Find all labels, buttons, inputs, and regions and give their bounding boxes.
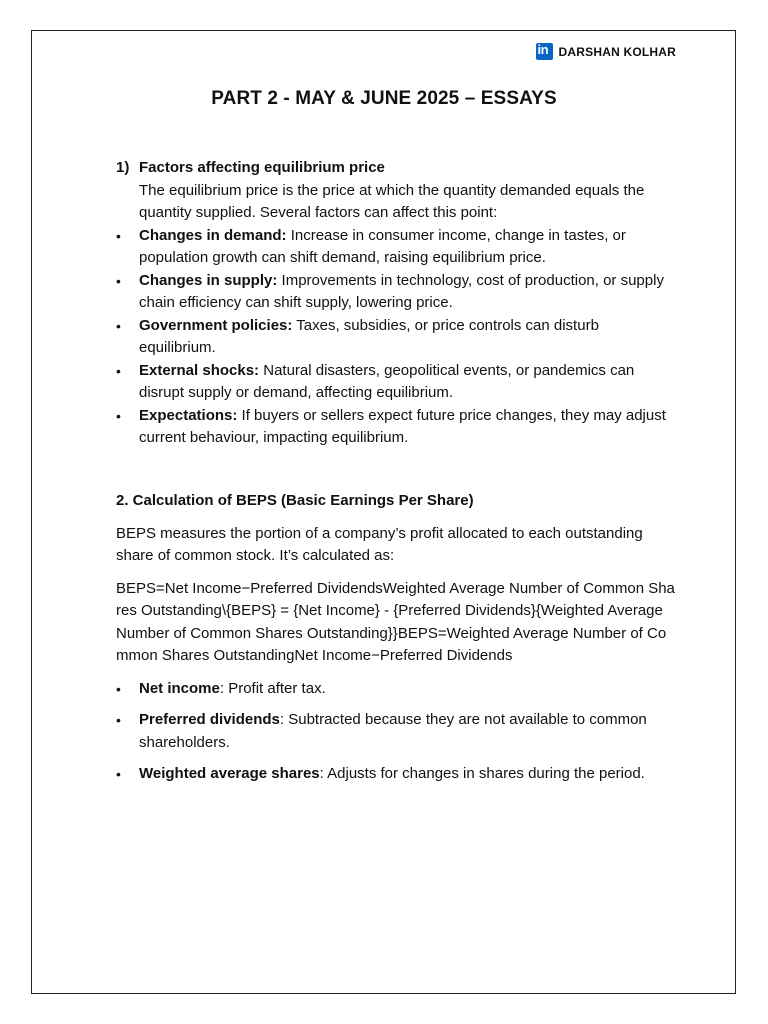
section2-bullet-list bbox=[116, 678, 676, 786]
list-item bbox=[116, 709, 676, 754]
list-item bbox=[116, 270, 676, 315]
list-item bbox=[116, 225, 676, 270]
author-name: DARSHAN KOLHAR bbox=[558, 44, 676, 59]
beps-formula: BEPS=Net Income−Preferred DividendsWeighted Average Number of Common Shares Outstanding\{BEPS} = {Net Income} - {Preferred Dividends}{Weighted Average Number of Common Shares Outstanding}}BEPS=Weighted Average Number of Common Shares OutstandingNet Income−Preferred Dividends bbox=[116, 579, 675, 664]
list-item bbox=[116, 405, 676, 450]
bullet-term: External shocks: bbox=[139, 361, 260, 379]
bullet-term: Preferred dividends bbox=[139, 711, 280, 728]
page-title: PART 2 - MAY & JUNE 2025 – ESSAYS bbox=[211, 88, 557, 109]
author-header bbox=[536, 43, 676, 60]
section1-bullet-list bbox=[116, 225, 676, 450]
bullet-text: : Subtracted because they are not available to common shareholders. bbox=[139, 711, 647, 751]
bullet-term: Expectations: bbox=[139, 406, 238, 424]
bullet-text: : Profit after tax. bbox=[219, 679, 326, 697]
list-item bbox=[116, 315, 676, 360]
bullet-term: Changes in demand: bbox=[139, 226, 287, 244]
section1-number: 1) bbox=[116, 159, 130, 176]
section1-heading bbox=[116, 157, 676, 180]
bullet-text: Increase in consumer income, change in tastes, or population growth can shift demand, raising equilibrium price. bbox=[139, 226, 626, 266]
bullet-term: Changes in supply: bbox=[139, 271, 278, 289]
section2-intro: BEPS measures the portion of a company’s profit allocated to each outstanding share of common stock. It’s calculated as: bbox=[116, 524, 643, 564]
section2-heading: 2. Calculation of BEPS (Basic Earnings Per Share) bbox=[116, 492, 474, 509]
bullet-term: Net income bbox=[139, 679, 220, 697]
section1-heading-text: Factors affecting equilibrium price bbox=[139, 159, 385, 176]
section-beps bbox=[116, 490, 676, 795]
bullet-text: Natural disasters, geopolitical events, or pandemics can disrupt supply or demand, affecting equilibrium. bbox=[139, 361, 635, 401]
bullet-text: Taxes, subsidies, or price controls can disturb equilibrium. bbox=[139, 316, 599, 356]
bullet-text: Improvements in technology, cost of production, or supply chain efficiency can shift supply, lowering price. bbox=[139, 271, 664, 311]
bullet-text: : Adjusts for changes in shares during the period. bbox=[319, 765, 645, 782]
list-item bbox=[116, 763, 676, 786]
bullet-term: Government policies: bbox=[139, 316, 293, 334]
bullet-text: If buyers or sellers expect future price changes, they may adjust current behaviour, impacting equilibrium. bbox=[139, 406, 666, 446]
linkedin-icon: in bbox=[536, 43, 553, 60]
section1-intro: The equilibrium price is the price at which the quantity demanded equals the quantity supplied. Several factors can affect this point: bbox=[139, 181, 645, 221]
section-equilibrium bbox=[116, 157, 676, 450]
bullet-term: Weighted average shares bbox=[139, 765, 320, 782]
list-item bbox=[116, 360, 676, 405]
list-item bbox=[116, 678, 676, 701]
